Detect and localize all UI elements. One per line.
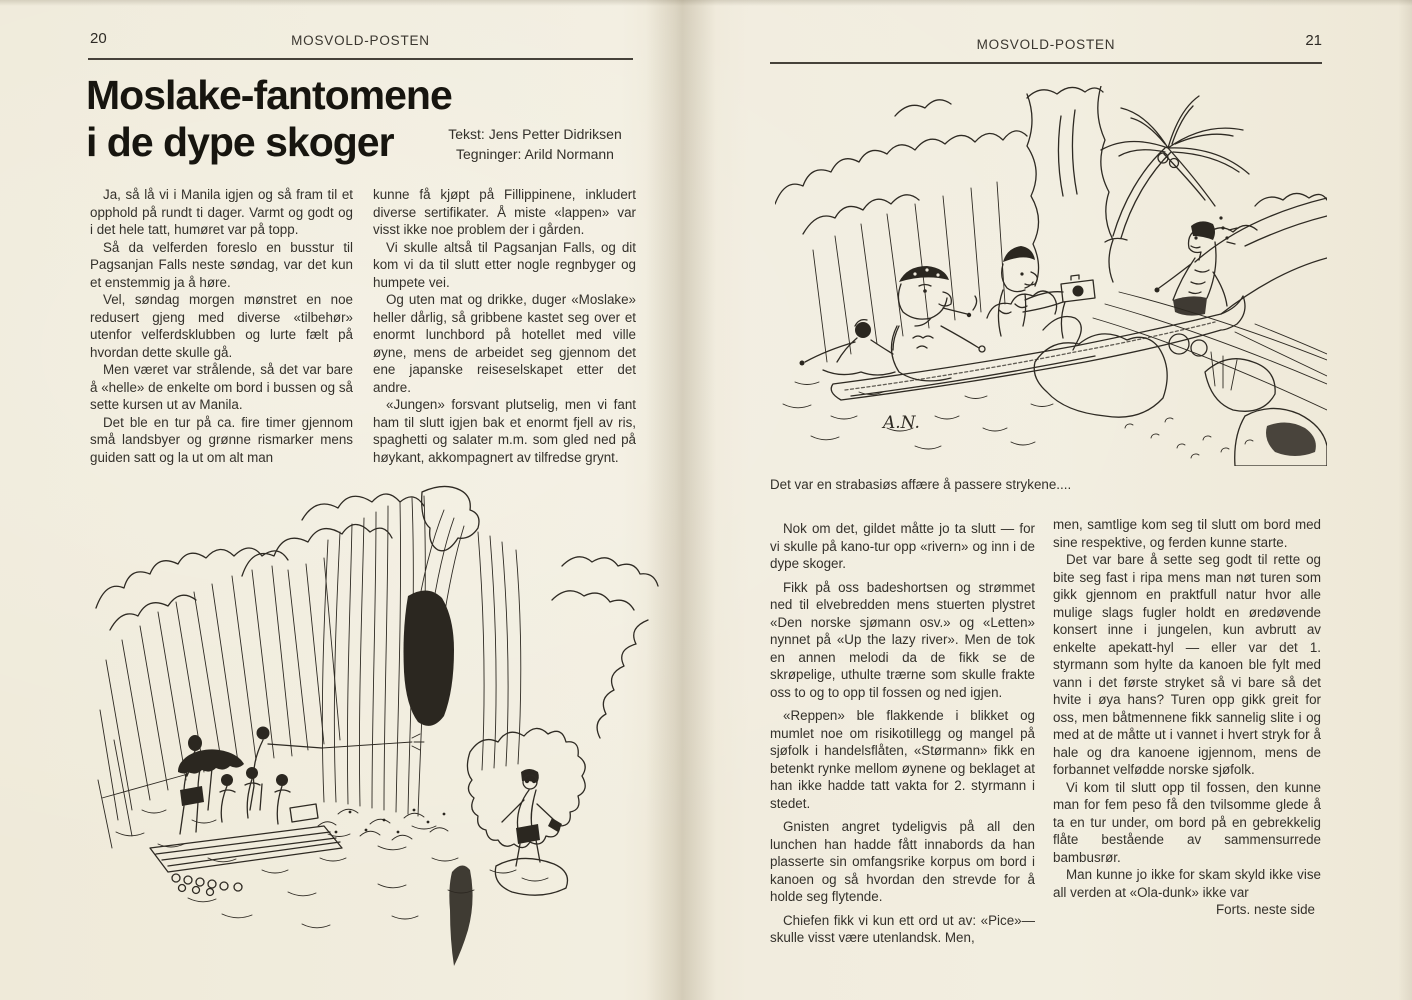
paragraph: Det ble en tur på ca. fire timer gjennom små landsbyer og grønne rismarker mens guiden satt og la ut om alt man (90, 414, 353, 465)
stern-splash (1211, 352, 1237, 390)
palm-tree (1101, 96, 1249, 242)
right-page-column-1 (770, 520, 1035, 968)
byline-illustrator: Tegninger: Arild Normann (456, 146, 614, 162)
tree-trunk-sketch (1027, 86, 1113, 286)
masthead-left: MOSVOLD-POSTEN (291, 33, 430, 48)
page-top-edge (0, 0, 1412, 6)
article-title-line2: i de dype skoger (86, 119, 394, 165)
byline-text: Tekst: Jens Petter Didriksen (448, 126, 622, 142)
canoe-rapids-illustration (775, 86, 1327, 466)
paragraph: Vi skulle altså til Pagsanjan Falls, og dit kom vi da til slutt etter nogle regnbyger og humpete vei. (373, 239, 636, 290)
header-rule-left (88, 58, 633, 60)
splash-marks (1125, 418, 1253, 458)
continuation-note: Forts. neste side (1216, 902, 1315, 917)
rock-hatched (1034, 334, 1167, 417)
splash-dots (335, 809, 446, 834)
sitting-man (495, 769, 567, 895)
page-right-edge (1398, 0, 1412, 1000)
hills-sketch (1195, 193, 1327, 314)
page-number-left: 20 (90, 30, 107, 47)
foliage-right-sketch (552, 557, 658, 738)
paragraph: Nok om det, gildet måtte jo ta slutt — for vi skulle på kano-tur opp «rivern» og inn i de dype skoger. (770, 521, 1035, 571)
paragraph: Vel, søndag morgen mønstret en noe redusert gjeng med diverse «tilbehør» utenfor velferdsklubben og lurte fælt på hvordan dette skulle gå. (90, 292, 353, 360)
rock-dark-blob (1266, 422, 1316, 456)
left-page-column-1 (90, 186, 353, 484)
illustrator-signature: A.N. (883, 413, 920, 433)
bamboo-raft (150, 826, 342, 896)
rock-hatched-right (1205, 359, 1275, 412)
article-byline (426, 124, 644, 164)
right-page-column-2 (1053, 516, 1321, 964)
paragraph: «Jungen» forsvant plutselig, men vi fant ham til slutt igjen bak et enormt fjell av ris, spaghetti og salater m.m. som gled ned på høykant, akkompagnert av tilfredse grynt. (373, 397, 636, 465)
left-page-column-2 (373, 186, 636, 484)
header-rule-right (770, 62, 1322, 64)
splash-arcs (318, 809, 448, 840)
man-with-camera (998, 246, 1095, 350)
illustration-caption: Det var en strabasiøs affære å passere strykene.... (770, 477, 1072, 492)
falls-ledge-rock (422, 486, 479, 550)
gear-pile (987, 291, 1057, 318)
masthead-right: MOSVOLD-POSTEN (976, 37, 1116, 52)
paragraph: kunne få kjøpt på Fillippinene, inkludert diverse sertifikater. Å miste «lappen» var visst ikke noe problem der i gården. (373, 187, 636, 237)
article-title (86, 72, 452, 166)
rapids-lines (1093, 292, 1327, 410)
paragraph: «Reppen» ble flakkende i blikket og mumlet noe om risikotillegg og mangel på sjøfolk i handelsflåten, «Størmann» fikk en betenkt rynke mellom øynene og beklaget at han ikke hadde tatt vakta for 2. styrmann i stedet. (770, 708, 1035, 811)
paragraph: Så da velferden foreslo en busstur til Pagsanjan Falls neste søndag, var det kun et enstemmig ja å høre. (90, 239, 353, 290)
page-number-right: 21 (1305, 32, 1322, 49)
paragraph: Vi kom til slutt opp til fossen, den kunne man for fem peso få den tvilsomme glede å ta en tur under, om bord på en gebrekkelig flåte bestående av sammensurrede bambusrør. (1053, 779, 1321, 865)
paragraph: men, samtlige kom seg til slutt om bord med sine respektive, og ferden kunne starte. (1053, 517, 1321, 550)
article-title-line1: Moslake-fantomene (86, 72, 452, 118)
paragraph: Chiefen fikk vi kun ett ord ut av: «Pice»— skulle visst være utenlandsk. Men, (770, 912, 1035, 945)
paragraph: Og uten mat og drikke, duger «Moslake» heller dårlig, så gribbene kastet seg over et enormt lunchbord på hotellet med ville øyne, mens de arbeidet seg gjennom det ene japanske reiseselskapet etter det andre. (373, 292, 636, 395)
waterfall-right-streaks (478, 532, 521, 770)
paragraph: Det var bare å sette seg godt til rette og bite seg fast i ripa mens man nøt turen som gikk gjennom en praktfull natur hvor alle mulige slags fugler holdt en øredøvende konsert inne i jungelen, kun avbrutt av enkelte apekatt-hyl — eller var det 1. styrmann som hylte da kanoen ble fylt med vann i det første stryket så vi bare så det hvite i øya hans? Turen opp gikk greit for oss, men båtmennene fikk sannelig slite i og med at de måtte ut i vannet i hvert stryk for å hale og dra kanoene igjennom, mens de forbannet velfødde norske sjøfolk. (1053, 552, 1321, 777)
dark-rock (449, 865, 472, 966)
boatman (1155, 216, 1238, 315)
paragraph: Man kunne jo ikke for skam skyld ikke vise all verden at «Ola-dunk» ikke var (1053, 867, 1321, 900)
paragraph: Men været var strålende, så det var bare å «helle» de enkelte om bord i bussen og så sette kursen ut av Manila. (90, 362, 353, 412)
raft-passengers (102, 727, 424, 835)
umbrella (178, 749, 244, 773)
paragraph: Gnisten angret tydeligvis på all den lunchen han hadde fått innabords da han plasserte sin omfangsrike korpus om bord i kanoen og så hvordan den strevde for å holde seg flytende. (770, 819, 1035, 904)
cliff-hatching (98, 558, 340, 848)
dark-cave (404, 590, 455, 725)
paragraph: Ja, så lå vi i Manila igjen og så fram til et opphold på rundt ti dager. Varmt og godt og i det hele tatt, humøret var på topp. (90, 187, 353, 237)
round-stone (1191, 340, 1207, 356)
paragraph: Fikk på oss badeshortsen og strømmet ned til elvebredden mens stuerten plystret «Den norske sjømann osv.» og «Letten» nynnet på «Up the lazy river». Men de tok en annen melodi da de fikk se de skrøpelige, uthulte trærne som skulle frakte oss to og to opp til fossen og ned igjen. (770, 579, 1035, 700)
waterfall-raft-illustration (92, 480, 662, 970)
jungle-sketch (775, 100, 1027, 234)
